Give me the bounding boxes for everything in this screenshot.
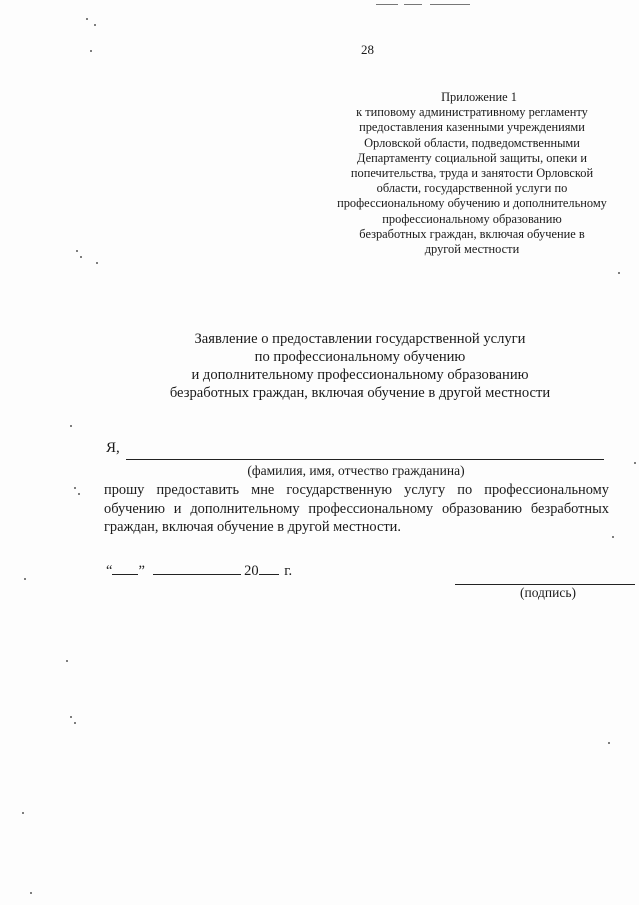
scan-speck	[24, 578, 26, 580]
application-title	[60, 330, 639, 402]
applicant-label: Я,	[106, 440, 120, 456]
date-year-prefix: 20	[244, 563, 259, 579]
appendix-heading: Приложение 1	[441, 90, 517, 104]
top-rule	[404, 4, 422, 5]
appendix-line: безработных граждан, включая обучение в	[359, 226, 585, 241]
scan-speck	[86, 18, 88, 20]
date-year-field[interactable]	[259, 562, 279, 575]
scan-speck	[80, 256, 82, 258]
appendix-block	[330, 90, 614, 257]
scan-speck	[30, 892, 32, 894]
appendix-line: предоставления казенными учреждениями	[359, 120, 585, 135]
appendix-line: Орловской области, подведомственными	[364, 135, 580, 150]
scan-speck	[74, 722, 76, 724]
scan-speck	[22, 812, 24, 814]
appendix-line: профессиональному обучению и дополнительному	[337, 196, 607, 211]
request-paragraph: прошу предоставить мне государственную услугу по профессиональному обучению и дополнительному профессиональному образованию безработных граждан, включая обучение в другой местности.	[104, 482, 609, 535]
appendix-line: профессиональному образованию	[382, 211, 562, 226]
page-number: 28	[361, 42, 374, 57]
date-open-quote: “	[106, 563, 113, 579]
scan-speck	[76, 250, 78, 252]
appendix-line: Департаменту социальной защиты, опеки и	[356, 150, 587, 165]
scan-speck	[608, 742, 610, 744]
scan-speck	[634, 462, 636, 464]
date-day-field[interactable]	[112, 562, 138, 575]
scan-speck	[96, 262, 98, 264]
signature-caption: (подпись)	[519, 585, 577, 600]
scan-speck	[612, 536, 614, 538]
top-rule	[430, 4, 470, 5]
date-month-field[interactable]	[153, 562, 241, 575]
date-year-suffix: г.	[284, 563, 293, 579]
appendix-line: к типовому административному регламенту	[356, 105, 588, 120]
top-rule	[376, 4, 398, 5]
title-line: и дополнительному профессиональному образованию	[191, 367, 529, 383]
title-line: Заявление о предоставлении государственной услуги	[194, 331, 526, 347]
applicant-name-field[interactable]	[126, 459, 604, 460]
scan-speck	[94, 24, 96, 26]
scan-speck	[70, 425, 72, 427]
scan-speck	[74, 487, 76, 489]
applicant-row	[106, 440, 606, 464]
date-row	[106, 562, 292, 580]
appendix-line: другой местности	[424, 242, 520, 257]
scan-speck	[618, 272, 620, 274]
scan-speck	[78, 493, 80, 495]
scan-speck	[70, 716, 72, 718]
scan-speck	[90, 50, 92, 52]
date-close-quote: ”	[138, 563, 145, 579]
applicant-name-caption: (фамилия, имя, отчество гражданина)	[247, 463, 465, 478]
title-line: по профессиональному обучению	[254, 349, 466, 365]
scan-speck	[66, 660, 68, 662]
appendix-line: области, государственной услуги по	[376, 181, 568, 196]
appendix-line: попечительства, труда и занятости Орловской	[350, 166, 594, 181]
title-line: безработных граждан, включая обучение в другой местности	[169, 385, 551, 401]
